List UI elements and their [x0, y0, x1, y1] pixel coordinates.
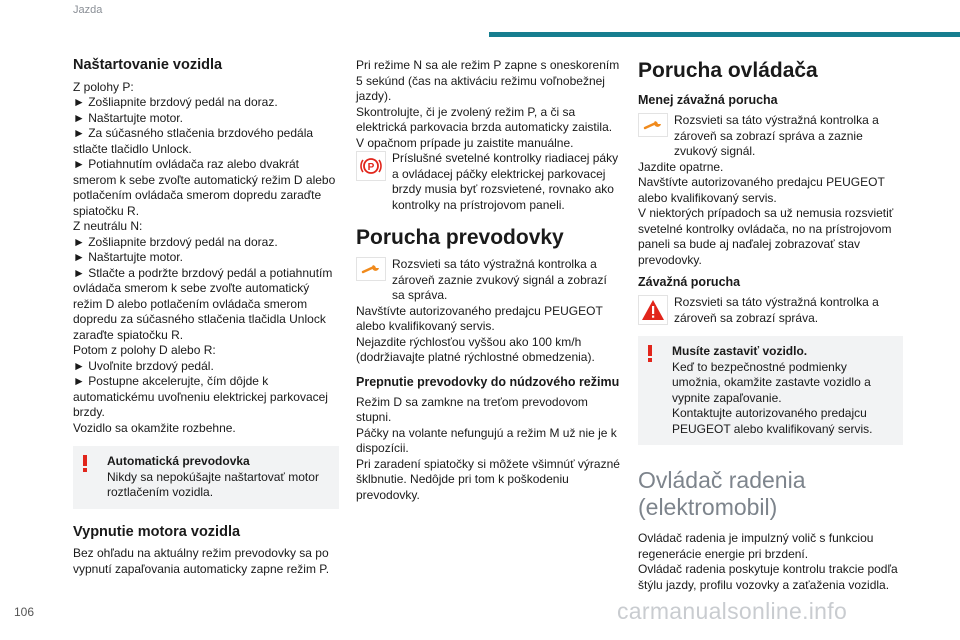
- minor-line: Jazdite opatrne.: [638, 159, 724, 174]
- start-line: ► Naštartujte motor.: [73, 110, 183, 125]
- start-line: ► Za súčasného stlačenia brzdového pedála stlačte tlačidlo Unlock.: [73, 126, 314, 156]
- wrench-icon: [638, 113, 668, 137]
- gearbox-warning-text: Rozsvieti sa táto výstražná kontrolka a zároveň zaznie zvukový signál a zobrazí sa správa.: [392, 257, 607, 302]
- emergency-line: Pri zaradení spiatočky si môžete všimnúť výrazné šklbnutie. Nedôjde pri tom k poškodeniu prevodovky.: [356, 456, 620, 502]
- intro-line: V opačnom prípade ju zaistite manuálne.: [356, 135, 574, 150]
- start-line: Potom z polohy D alebo R:: [73, 343, 216, 357]
- emergency-mode-title: Prepnutie prevodovky do núdzového režimu: [356, 374, 620, 389]
- start-line: ► Uvoľnite brzdový pedál.: [73, 358, 214, 373]
- start-line: ► Stlačte a podržte brzdový pedál a potiahnutím ovládača smerom k sebe zvoľte automatický režim D alebo potlačením ovládača smerom dopredu za súčasného stlačenia tlačidla Unlock zaraďte spiatočku R.: [73, 265, 333, 342]
- warning-title: Automatická prevodovka: [107, 454, 250, 468]
- emergency-line: Páčky na volante nefungujú a režim M už nie je k dispozícii.: [356, 425, 617, 455]
- start-line: ► Postupne akcelerujte, čím dôjde k automatickému uvoľneniu elektrickej parkovacej brzdy.: [73, 374, 328, 419]
- stop-warning-text: Keď to bezpečnostné podmienky umožnia, okamžite zastavte vozidlo a vypnite zapaľovanie.: [672, 359, 871, 405]
- wrench-icon: [356, 257, 386, 281]
- intro-line: Skontrolujte, či je zvolený režim P, a či sa elektrická parkovacia brzda automaticky zaistila.: [356, 104, 613, 134]
- ev-line: Ovládač radenia je impulzný volič s funkciou regenerácie energie pri brzdení.: [638, 531, 874, 561]
- minor-warning-row: [638, 113, 903, 160]
- stop-warning-text-2: Kontaktujte autorizovaného predajcu PEUGEOT alebo kvalifikovaný servis.: [672, 406, 873, 436]
- ev-selector-title: Ovládač radenia (elektromobil): [638, 467, 806, 520]
- major-warning-row: [638, 295, 903, 326]
- ev-line: Ovládač radenia poskytuje kontrolu trakcie podľa štýlu jazdy, profilu vozovky a zaťaženia vozidla.: [638, 562, 898, 592]
- stop-warning-title: Musíte zastaviť vozidlo.: [672, 344, 808, 358]
- emergency-line: Režim D sa zamkne na treťom prevodovom stupni.: [356, 394, 588, 424]
- minor-warning-text: Rozsvieti sa táto výstražná kontrolka a zároveň sa zobrazí správa a zaznie zvukový signál.: [674, 113, 879, 158]
- start-line: Z neutrálu N:: [73, 219, 143, 233]
- start-steps: [73, 80, 339, 437]
- gearbox-line: Navštívte autorizovaného predajcu PEUGEOT alebo kvalifikovaný servis.: [356, 303, 603, 333]
- major-fault-title: Závažná porucha: [638, 275, 741, 289]
- gearbox-warning-row: [356, 257, 622, 304]
- minor-line: V niektorých prípadoch sa už nemusia rozsvietiť svetelné kontrolky ovládača, no na prístrojovom paneli sa bude aj naďalej zobrazovať stav prevodovky.: [638, 206, 894, 267]
- gearbox-fault-title: Porucha prevodovky: [356, 226, 564, 249]
- column-left: [73, 58, 339, 577]
- svg-text:P: P: [367, 162, 375, 173]
- exclamation-icon: [648, 345, 652, 362]
- parking-brake-icon: [356, 151, 386, 181]
- minor-fault-title: Menej závažná porucha: [638, 93, 778, 107]
- engine-stop-title: Vypnutie motora vozidla: [73, 523, 241, 540]
- warning-triangle-icon: [638, 295, 668, 325]
- column-right: [638, 58, 903, 593]
- exclamation-icon: [83, 455, 87, 472]
- header-accent-rule: [489, 32, 960, 37]
- column-middle: [356, 58, 622, 503]
- start-line: Vozidlo sa okamžite rozbehne.: [73, 420, 236, 435]
- warning-box-automatic: [73, 446, 339, 509]
- page-number: 106: [14, 605, 35, 619]
- start-line: ► Zošliapnite brzdový pedál na doraz.: [73, 95, 278, 109]
- parking-indicator-row: [356, 151, 622, 213]
- start-line: ► Naštartujte motor.: [73, 250, 183, 264]
- parking-text: Príslušné svetelné kontrolky riadiacej páky a ovládacej páčky elektrickej parkovacej brzdy musia byť rozsvietené, rovnako ako kontrolky na prístrojovom paneli.: [392, 151, 619, 212]
- minor-line: Navštívte autorizovaného predajcu PEUGEOT alebo kvalifikovaný servis.: [638, 175, 885, 205]
- major-warning-text: Rozsvieti sa táto výstražná kontrolka a zároveň sa zobrazí správa.: [674, 295, 879, 325]
- intro-line: Pri režime N sa ale režim P zapne s oneskorením 5 sekúnd (čas na aktiváciu režimu voľnobežnej jazdy).: [356, 58, 620, 103]
- header-section-title: Jazda: [73, 4, 103, 16]
- start-line: ► Zošliapnite brzdový pedál na doraz.: [73, 234, 278, 249]
- warning-box-stop: [638, 336, 903, 445]
- start-line: Z polohy P:: [73, 79, 134, 94]
- start-title: Naštartovanie vozidla: [73, 57, 223, 73]
- engine-stop-text: Bez ohľadu na aktuálny režim prevodovky sa po vypnutí zapaľovania automaticky zapne režim P.: [73, 546, 330, 576]
- footer-watermark: carmanualsonline.info: [617, 598, 848, 624]
- start-line: ► Potiahnutím ovládača raz alebo dvakrát smerom k sebe zvoľte automatický režim D alebo potlačením ovládača smerom dopredu zaraďte spiatočku R.: [73, 157, 336, 218]
- warning-text: Nikdy sa nepokúšajte naštartovať motor roztlačením vozidla.: [107, 469, 319, 499]
- gearbox-line: Nejazdite rýchlosťou vyššou ako 100 km/h (dodržiavajte platné rýchlostné obmedzenia).: [356, 334, 595, 364]
- controller-fault-title: Porucha ovládača: [638, 59, 818, 82]
